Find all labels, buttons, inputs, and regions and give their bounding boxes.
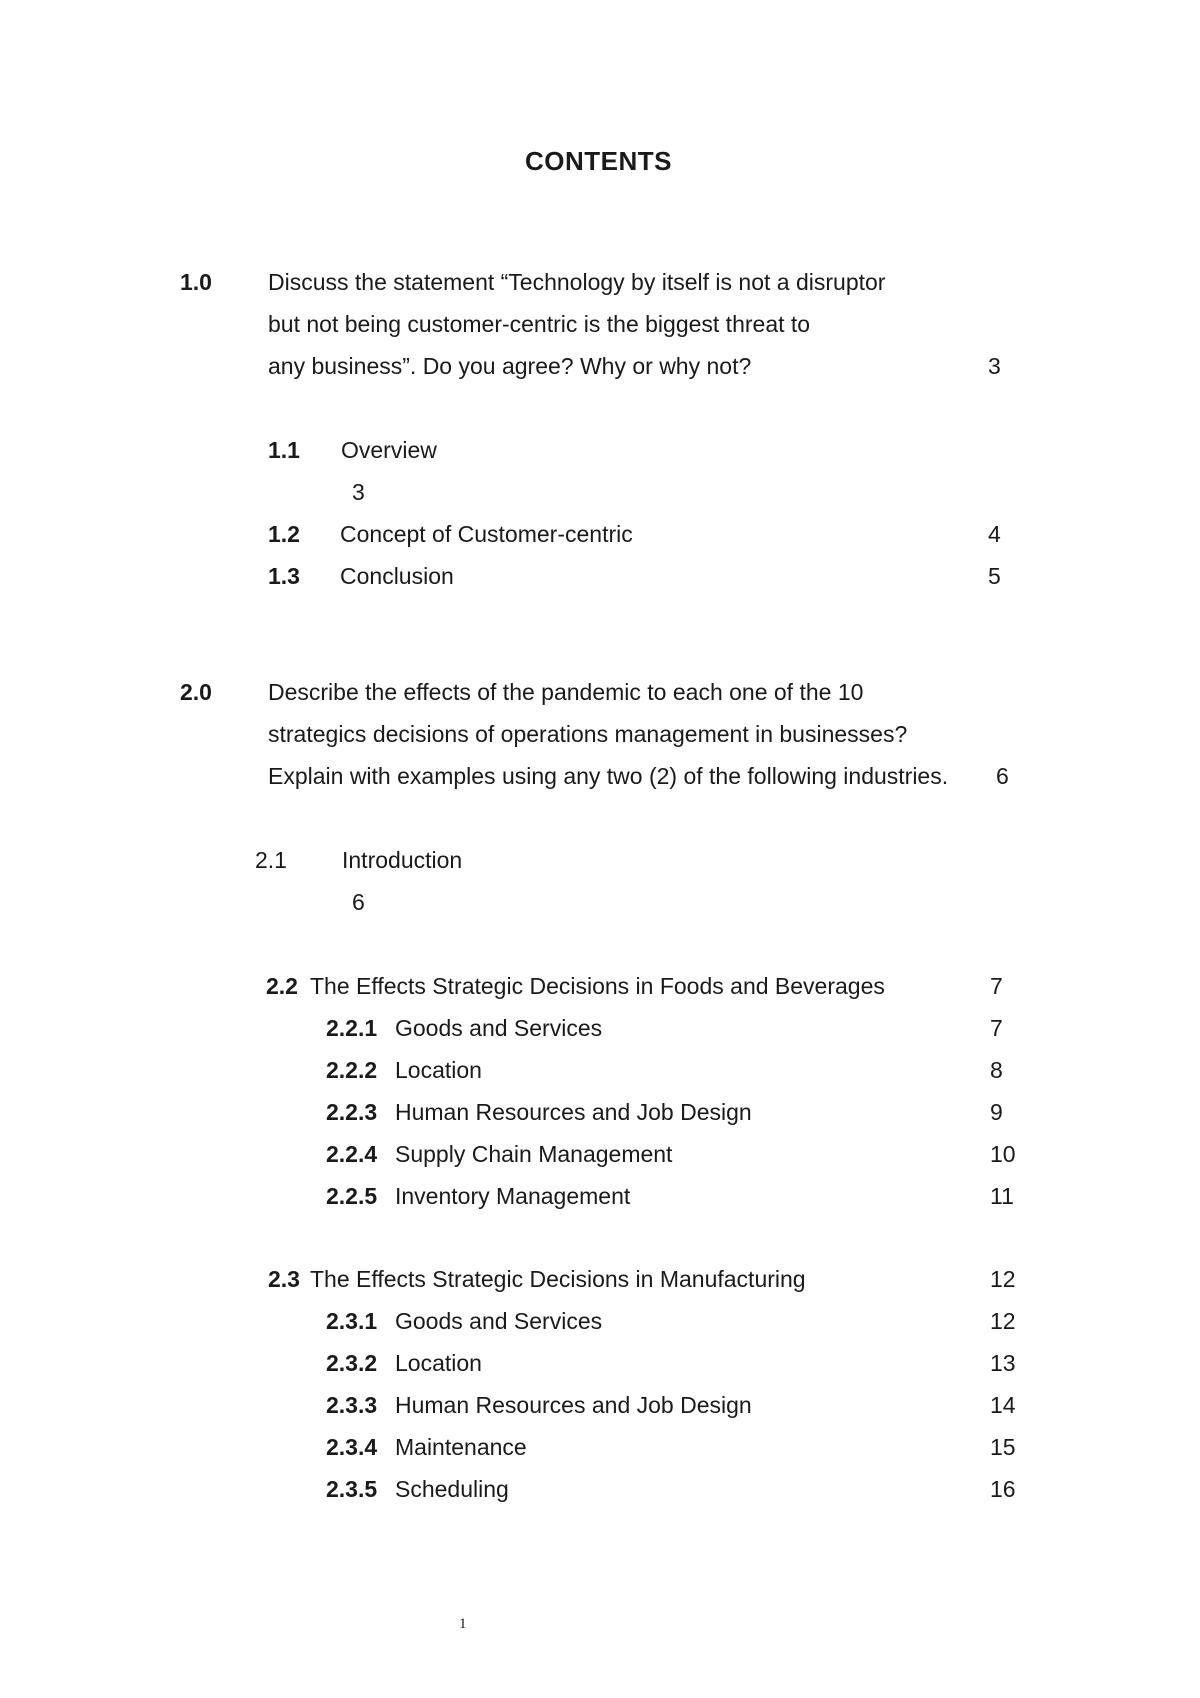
toc-number-1-3: 1.3 — [268, 563, 300, 589]
toc-entry-2-3-4: Maintenance — [395, 1434, 527, 1460]
toc-entry-2-2-1: Goods and Services — [395, 1015, 603, 1041]
toc-page-2-0: 6 — [996, 763, 1009, 789]
toc-entry-2-2-4: Supply Chain Management — [395, 1141, 673, 1167]
toc-entry-2-3-3: Human Resources and Job Design — [395, 1392, 752, 1418]
toc-entry-2-3-2: Location — [395, 1350, 482, 1376]
toc-page-2-3-3: 14 — [990, 1392, 1016, 1418]
toc-page-1-3: 5 — [988, 563, 1001, 589]
toc-page-2-3-1: 12 — [990, 1308, 1016, 1334]
toc-page-2-3: 12 — [990, 1266, 1016, 1292]
toc-entry-2-3-1: Goods and Services — [395, 1308, 603, 1334]
toc-entry-1-2: Concept of Customer-centric — [340, 521, 633, 547]
toc-page-1-2: 4 — [988, 521, 1001, 547]
toc-number-2-0: 2.0 — [180, 679, 212, 705]
toc-heading-1-0-line1: Discuss the statement “Technology by itself is not a disruptor — [268, 269, 886, 295]
toc-number-2-3-3: 2.3.3 — [326, 1392, 378, 1418]
toc-heading-2-0-line3: Explain with examples using any two (2) of the following industries. — [268, 763, 949, 789]
toc-number-2-2-5: 2.2.5 — [326, 1183, 378, 1209]
toc-page-2-2-1: 7 — [990, 1015, 1003, 1041]
toc-number-1-0: 1.0 — [180, 269, 212, 295]
toc-number-2-2-2: 2.2.2 — [326, 1057, 378, 1083]
toc-number-2-2-4: 2.2.4 — [326, 1141, 378, 1167]
toc-number-2-2-1: 2.2.1 — [326, 1015, 378, 1041]
toc-number-2-1: 2.1 — [255, 847, 287, 873]
toc-heading-1-0-line3: any business”. Do you agree? Why or why not? — [268, 353, 752, 379]
toc-entry-2-3-5: Scheduling — [395, 1476, 509, 1502]
toc-page-1-1: 3 — [352, 479, 365, 505]
toc-number-1-2: 1.2 — [268, 521, 300, 547]
toc-entry-1-3: Conclusion — [340, 563, 454, 589]
toc-heading-2-0-line2: strategics decisions of operations management in businesses? — [268, 721, 908, 747]
toc-number-2-3-4: 2.3.4 — [326, 1434, 378, 1460]
toc-page-2-3-2: 13 — [990, 1350, 1016, 1376]
toc-entry-2-2: The Effects Strategic Decisions in Foods and Beverages — [310, 973, 885, 999]
toc-page-2-3-5: 16 — [990, 1476, 1016, 1502]
toc-page-2-2-5: 11 — [990, 1183, 1014, 1209]
toc-page-2-2-3: 9 — [990, 1099, 1003, 1125]
toc-page-2-2: 7 — [990, 973, 1003, 999]
toc-number-2-3-2: 2.3.2 — [326, 1350, 378, 1376]
toc-page-2-2-2: 8 — [990, 1057, 1003, 1083]
toc-entry-2-2-2: Location — [395, 1057, 482, 1083]
toc-page-2-3-4: 15 — [990, 1434, 1016, 1460]
toc-page-2-2-4: 10 — [990, 1141, 1016, 1167]
page-title: CONTENTS — [525, 146, 672, 176]
toc-page-1-0: 3 — [988, 353, 1001, 379]
toc-heading-2-0-line1: Describe the effects of the pandemic to each one of the 10 — [268, 679, 864, 705]
toc-entry-1-1: Overview — [341, 437, 437, 463]
toc-entry-2-2-5: Inventory Management — [395, 1183, 631, 1209]
toc-number-2-2-3: 2.2.3 — [326, 1099, 378, 1125]
page-number: 1 — [459, 1616, 467, 1632]
toc-number-2-2: 2.2 — [266, 973, 298, 999]
toc-number-2-3-1: 2.3.1 — [326, 1308, 378, 1334]
toc-entry-2-3: The Effects Strategic Decisions in Manufacturing — [310, 1266, 806, 1292]
toc-number-2-3: 2.3 — [268, 1266, 300, 1292]
toc-page-2-1: 6 — [352, 889, 365, 915]
toc-heading-1-0-line2: but not being customer-centric is the biggest threat to — [268, 311, 811, 337]
toc-entry-2-1: Introduction — [342, 847, 463, 873]
toc-number-1-1: 1.1 — [268, 437, 300, 463]
toc-entry-2-2-3: Human Resources and Job Design — [395, 1099, 752, 1125]
toc-number-2-3-5: 2.3.5 — [326, 1476, 378, 1502]
